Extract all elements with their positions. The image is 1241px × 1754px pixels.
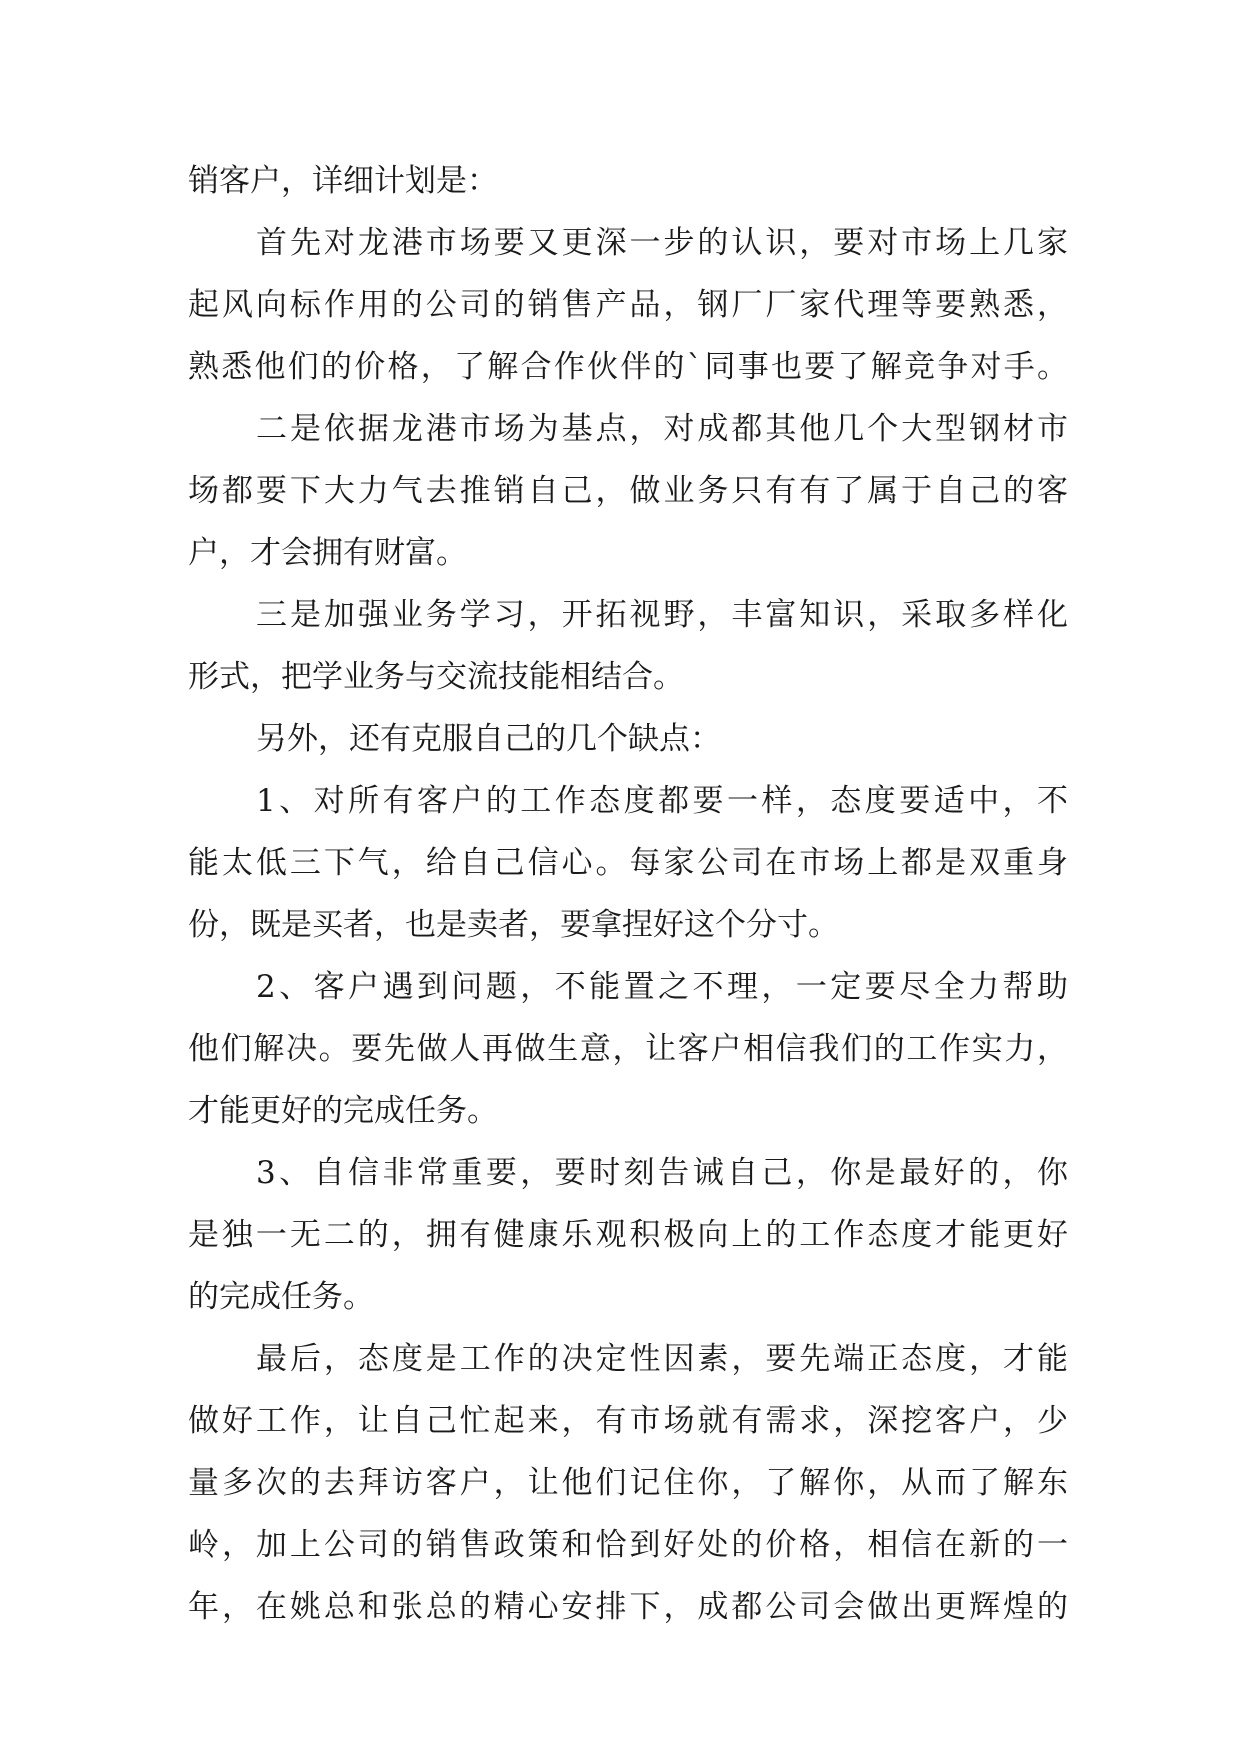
text-line: 做好工作，让自己忙起来，有市场就有需求，深挖客户，少 [188, 1403, 1068, 1439]
paragraph-first-line: 二是依据龙港市场为基点，对成都其他几个大型钢材市 [256, 411, 1068, 447]
paragraph-first-line: 3、自信非常重要，要时刻告诫自己，你是最好的，你 [256, 1155, 1068, 1191]
text-line: 是独一无二的，拥有健康乐观积极向上的工作态度才能更好 [188, 1217, 1068, 1253]
text-line: 才能更好的完成任务。 [188, 1093, 498, 1129]
text-line: 熟悉他们的价格，了解合作伙伴的`同事也要了解竞争对手。 [188, 349, 1068, 385]
text-line: 能太低三下气，给自己信心。每家公司在市场上都是双重身 [188, 845, 1068, 881]
paragraph-first-line: 2、客户遇到问题，不能置之不理，一定要尽全力帮助 [256, 969, 1068, 1005]
text-line: 岭，加上公司的销售政策和恰到好处的价格，相信在新的一 [188, 1527, 1068, 1563]
paragraph-first-line: 三是加强业务学习，开拓视野，丰富知识，采取多样化 [256, 597, 1068, 633]
text-line: 份，既是买者，也是卖者，要拿捏好这个分寸。 [188, 907, 839, 943]
paragraph-first-line: 首先对龙港市场要又更深一步的认识，要对市场上几家 [256, 225, 1068, 261]
paragraph-first-line: 最后，态度是工作的决定性因素，要先端正态度，才能 [256, 1341, 1068, 1377]
paragraph-first-line: 1、对所有客户的工作态度都要一样，态度要适中，不 [256, 783, 1068, 819]
text-line: 起风向标作用的公司的销售产品，钢厂厂家代理等要熟悉， [188, 287, 1068, 323]
text-line: 场都要下大力气去推销自己，做业务只有有了属于自己的客 [188, 473, 1068, 509]
text-line: 的完成任务。 [188, 1279, 374, 1315]
text-line: 销客户，详细计划是： [188, 163, 498, 199]
paragraph-first-line: 另外，还有克服自己的几个缺点： [256, 721, 721, 757]
document-body [188, 150, 1068, 1638]
text-line: 形式，把学业务与交流技能相结合。 [188, 659, 684, 695]
text-line: 量多次的去拜访客户，让他们记住你，了解你，从而了解东 [188, 1465, 1068, 1501]
text-line: 他们解决。要先做人再做生意，让客户相信我们的工作实力， [188, 1031, 1068, 1067]
text-line: 户，才会拥有财富。 [188, 535, 467, 571]
text-line: 年，在姚总和张总的精心安排下，成都公司会做出更辉煌的 [188, 1589, 1068, 1625]
